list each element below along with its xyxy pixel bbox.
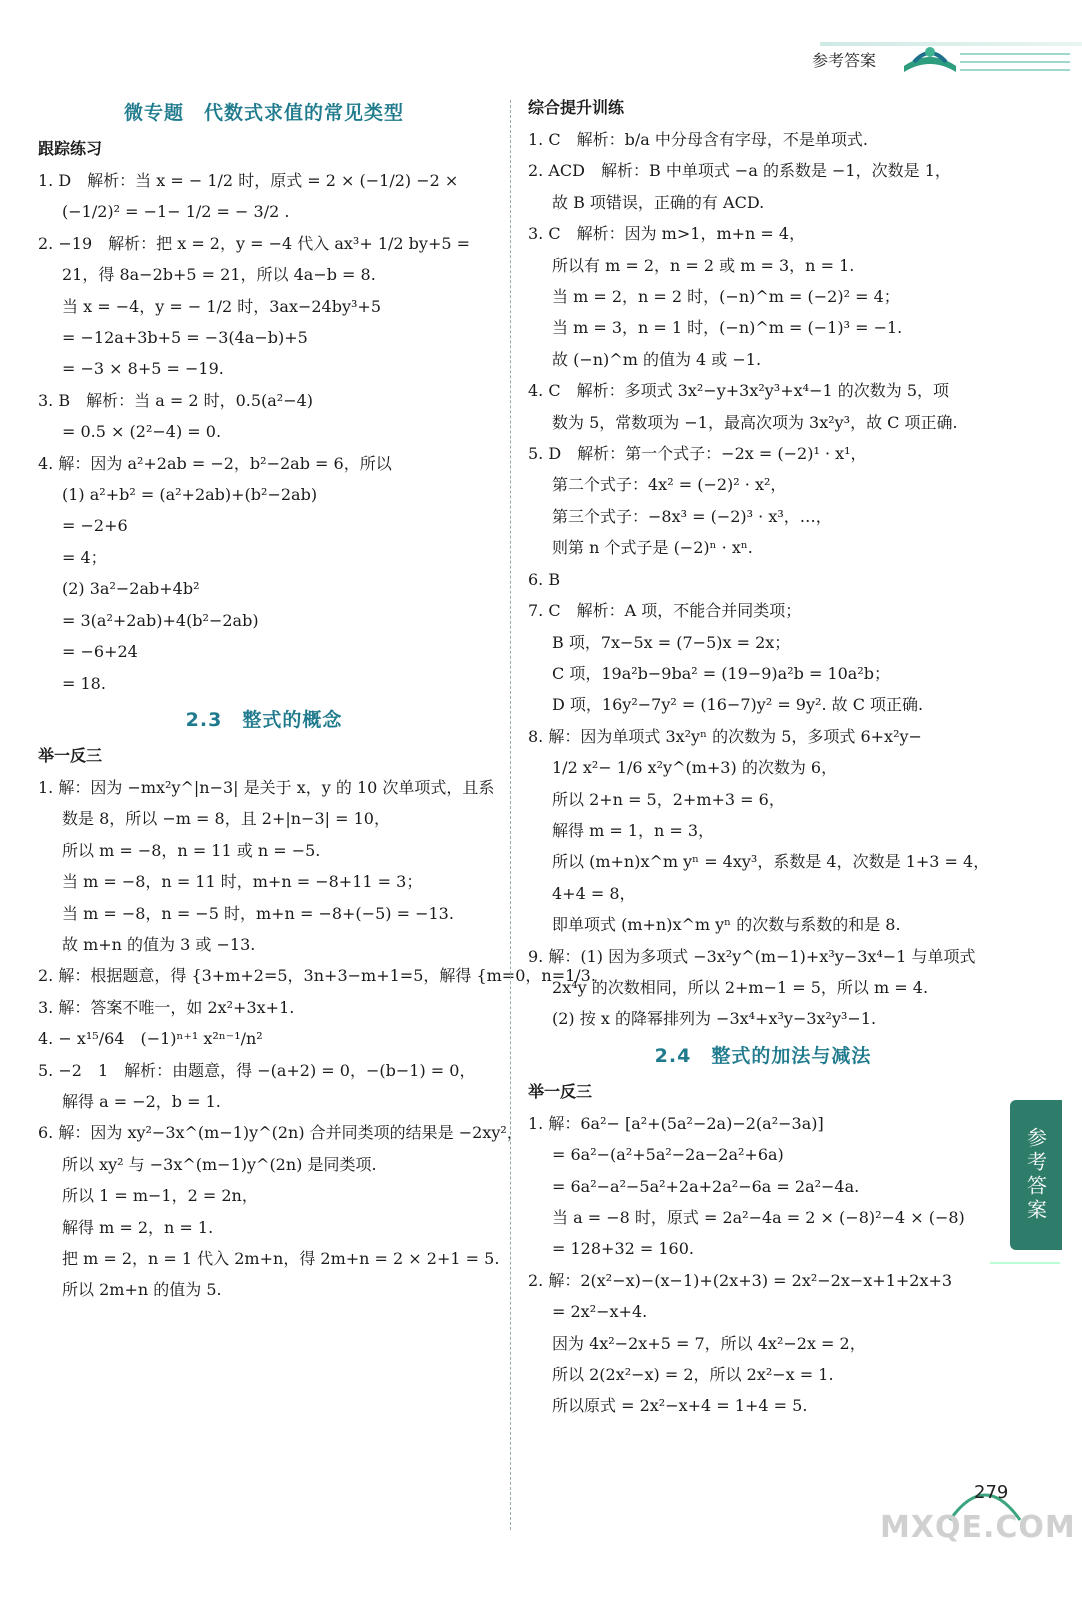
- answer-line: = 18.: [62, 673, 106, 693]
- answer-line: 1. 解：6a²− [a²+(5a²−2a)−2(a²−3a)]: [528, 1113, 824, 1133]
- answer-line: 3. B 解析：当 a = 2 时，0.5(a²−4): [38, 390, 314, 410]
- answer-line: 即单项式 (m+n)x^m yⁿ 的次数与系数的和是 8.: [552, 915, 901, 935]
- answer-line: 所以有 m = 2，n = 2 或 m = 3，n = 1.: [552, 255, 855, 275]
- answer-line: 6. 解：因为 xy²−3x^(m−1)y^(2n) 合并同类项的结果是 −2xy²，: [38, 1123, 523, 1143]
- header-label: 参考答案: [812, 51, 877, 70]
- answer-line: 21，得 8a−2b+5 = 21，所以 4a−b = 8.: [62, 265, 376, 285]
- answer-line: 3. 解：答案不唯一，如 2x²+3x+1.: [38, 997, 295, 1017]
- answer-line: 所以 2m+n 的值为 5.: [62, 1280, 222, 1300]
- answer-line: 第二个式子：4x² = (−2)² · x²，: [552, 475, 787, 495]
- answer-line: = −2+6: [62, 516, 128, 536]
- side-divider: [990, 1262, 1060, 1264]
- answer-line: 则第 n 个式子是 (−2)ⁿ · xⁿ.: [552, 538, 753, 558]
- answer-line: = 2x²−x+4.: [552, 1302, 648, 1322]
- answer-line: = −6+24: [62, 642, 138, 662]
- answer-line: (2) 按 x 的降幂排列为 −3x⁴+x³y−3x²y³−1.: [552, 1009, 877, 1029]
- answer-line: 当 a = −8 时，原式 = 2a²−4a = 2 × (−8)²−4 × (−8): [552, 1208, 965, 1227]
- section-title: 微专题 代数式求值的常见类型: [123, 102, 404, 124]
- answer-line: = −12a+3b+5 = −3(4a−b)+5: [62, 328, 308, 348]
- answer-line: 故 B 项错误，正确的有 ACD.: [552, 192, 765, 212]
- answer-line: 8. 解：因为单项式 3x²yⁿ 的次数为 5，多项式 6+x²y−: [528, 726, 922, 746]
- answer-line: 1. C 解析：b/a 中分母含有字母，不是单项式.: [528, 130, 868, 149]
- answer-line: = 6a²−a²−5a²+2a+2a²−6a = 2a²−4a.: [552, 1176, 860, 1196]
- subsection-title: 举一反三: [38, 745, 103, 765]
- answer-line: 故 m+n 的值为 3 或 −13.: [62, 934, 256, 954]
- answer-line: 4. − x¹⁵/64 (−1)ⁿ⁺¹ x²ⁿ⁻¹/n²: [38, 1029, 263, 1049]
- answer-line: 1/2 x²− 1/6 x²y^(m+3) 的次数为 6，: [552, 758, 838, 778]
- answer-line: 3. C 解析：因为 m>1，m+n = 4，: [528, 224, 806, 244]
- answer-line: 1. D 解析：当 x = − 1/2 时，原式 = 2 × (−1/2) −2 ×: [38, 171, 459, 190]
- answer-line: 5. D 解析：第一个式子：−2x = (−2)¹ · x¹，: [528, 444, 867, 464]
- right-column: [528, 92, 998, 1422]
- answer-line: 故 (−n)^m 的值为 4 或 −1.: [552, 349, 762, 369]
- answer-line: 所以 xy² 与 −3x^(m−1)y^(2n) 是同类项.: [62, 1154, 377, 1174]
- answer-line: 当 m = −8，n = −5 时，m+n = −8+(−5) = −13.: [62, 903, 454, 923]
- answer-line: 2. ACD 解析：B 中单项式 −a 的系数是 −1，次数是 1，: [528, 161, 951, 181]
- answer-line: C 项，19a²b−9ba² = (19−9)a²b = 10a²b；: [552, 663, 891, 683]
- answer-line: 4+4 = 8，: [552, 883, 636, 903]
- answer-line: 1. 解：因为 −mx²y^|n−3| 是关于 x，y 的 10 次单项式，且系: [38, 777, 495, 797]
- answer-line: 4. 解：因为 a²+2ab = −2，b²−2ab = 6，所以: [38, 453, 392, 473]
- answer-line: 所以 (m+n)x^m yⁿ = 4xy³，系数是 4，次数是 1+3 = 4，: [552, 852, 990, 872]
- answer-line: = −3 × 8+5 = −19.: [62, 359, 224, 379]
- answer-line: (2) 3a²−2ab+4b²: [62, 579, 200, 599]
- answer-line: 2. 解：根据题意，得 {3+m+2=5，3n+3−m+1=5，解得 {m=0，n=1/3.: [38, 966, 596, 986]
- answer-line: B 项，7x−5x = (7−5)x = 2x；: [552, 632, 791, 652]
- answer-line: 因为 4x²−2x+5 = 7，所以 4x²−2x = 2，: [552, 1333, 866, 1353]
- answer-line: (−1/2)² = −1− 1/2 = − 3/2 .: [62, 202, 290, 222]
- answer-line: = 6a²−(a²+5a²−2a−2a²+6a): [552, 1145, 784, 1165]
- watermark: MXQE.COM: [880, 1510, 1076, 1545]
- subsection-title: 综合提升训练: [528, 98, 625, 117]
- answer-line: 数是 8，所以 −m = 8，且 2+|n−3| = 10，: [62, 809, 390, 829]
- answer-line: 所以 2(2x²−x) = 2，所以 2x²−x = 1.: [552, 1365, 834, 1385]
- answer-line: 当 m = −8，n = 11 时，m+n = −8+11 = 3；: [62, 872, 423, 892]
- section-title: 2.4 整式的加法与减法: [654, 1044, 872, 1067]
- answer-line: 所以 2+n = 5，2+m+3 = 6，: [552, 789, 785, 809]
- column-divider: [510, 100, 511, 1530]
- answer-line: 2. −19 解析：把 x = 2，y = −4 代入 ax³+ 1/2 by+5 =: [38, 233, 471, 253]
- subsection-title: 跟踪练习: [38, 139, 103, 158]
- answer-line: 当 m = 3，n = 1 时，(−n)^m = (−1)³ = −1.: [552, 318, 903, 338]
- answer-line: = 0.5 × (2²−4) = 0.: [62, 422, 222, 442]
- subsection-title: 举一反三: [528, 1081, 593, 1101]
- answer-line: 2. 解：2(x²−x)−(x−1)+(2x+3) = 2x²−2x−x+1+2x+3: [528, 1270, 953, 1290]
- answer-line: 当 m = 2，n = 2 时，(−n)^m = (−2)² = 4；: [552, 287, 900, 307]
- answer-line: 把 m = 2，n = 1 代入 2m+n，得 2m+n = 2 × 2+1 = 5.: [62, 1249, 500, 1268]
- answer-line: 数为 5，常数项为 −1，最高次项为 3x²y³，故 C 项正确.: [552, 412, 958, 432]
- answer-line: 4. C 解析：多项式 3x²−y+3x²y³+x⁴−1 的次数为 5，项: [528, 381, 950, 401]
- answer-line: D 项，16y²−7y² = (16−7)y² = 9y². 故 C 项正确.: [552, 695, 924, 715]
- answer-line: 2x⁴y 的次数相同，所以 2+m−1 = 5，所以 m = 4.: [552, 977, 929, 997]
- answer-line: 解得 m = 1，n = 3，: [552, 820, 715, 840]
- answer-line: 9. 解：(1) 因为多项式 −3x²y^(m−1)+x³y−3x⁴−1 与单项式: [528, 946, 976, 966]
- answer-line: 解得 a = −2，b = 1.: [62, 1091, 221, 1111]
- answer-line: 当 x = −4，y = − 1/2 时，3ax−24by³+5: [62, 296, 382, 316]
- answer-line: = 4；: [62, 547, 107, 567]
- page-number: 279: [974, 1482, 1009, 1503]
- answer-line: (1) a²+b² = (a²+2ab)+(b²−2ab): [62, 485, 318, 505]
- answer-line: 所以 1 = m−1，2 = 2n，: [62, 1186, 258, 1206]
- header-decor-lines: [960, 50, 1070, 78]
- answer-line: 第三个式子：−8x³ = (−2)³ · x³，…，: [552, 506, 832, 526]
- side-tab-answers[interactable]: 参考答案: [1010, 1100, 1062, 1250]
- answer-line: = 3(a²+2ab)+4(b²−2ab): [62, 610, 259, 630]
- book-logo-icon: [900, 38, 960, 82]
- answer-line: = 128+32 = 160.: [552, 1239, 694, 1259]
- answer-line: 解得 m = 2，n = 1.: [62, 1217, 214, 1237]
- answer-line: 7. C 解析：A 项，不能合并同类项；: [528, 601, 802, 621]
- answer-line: 5. −2 1 解析：由题意，得 −(a+2) = 0，−(b−1) = 0，: [38, 1060, 476, 1080]
- answer-line: 所以原式 = 2x²−x+4 = 1+4 = 5.: [552, 1396, 808, 1416]
- section-title: 2.3 整式的概念: [185, 708, 343, 731]
- answer-line: 所以 m = −8，n = 11 或 n = −5.: [62, 840, 321, 860]
- answer-line: 6. B: [528, 569, 561, 589]
